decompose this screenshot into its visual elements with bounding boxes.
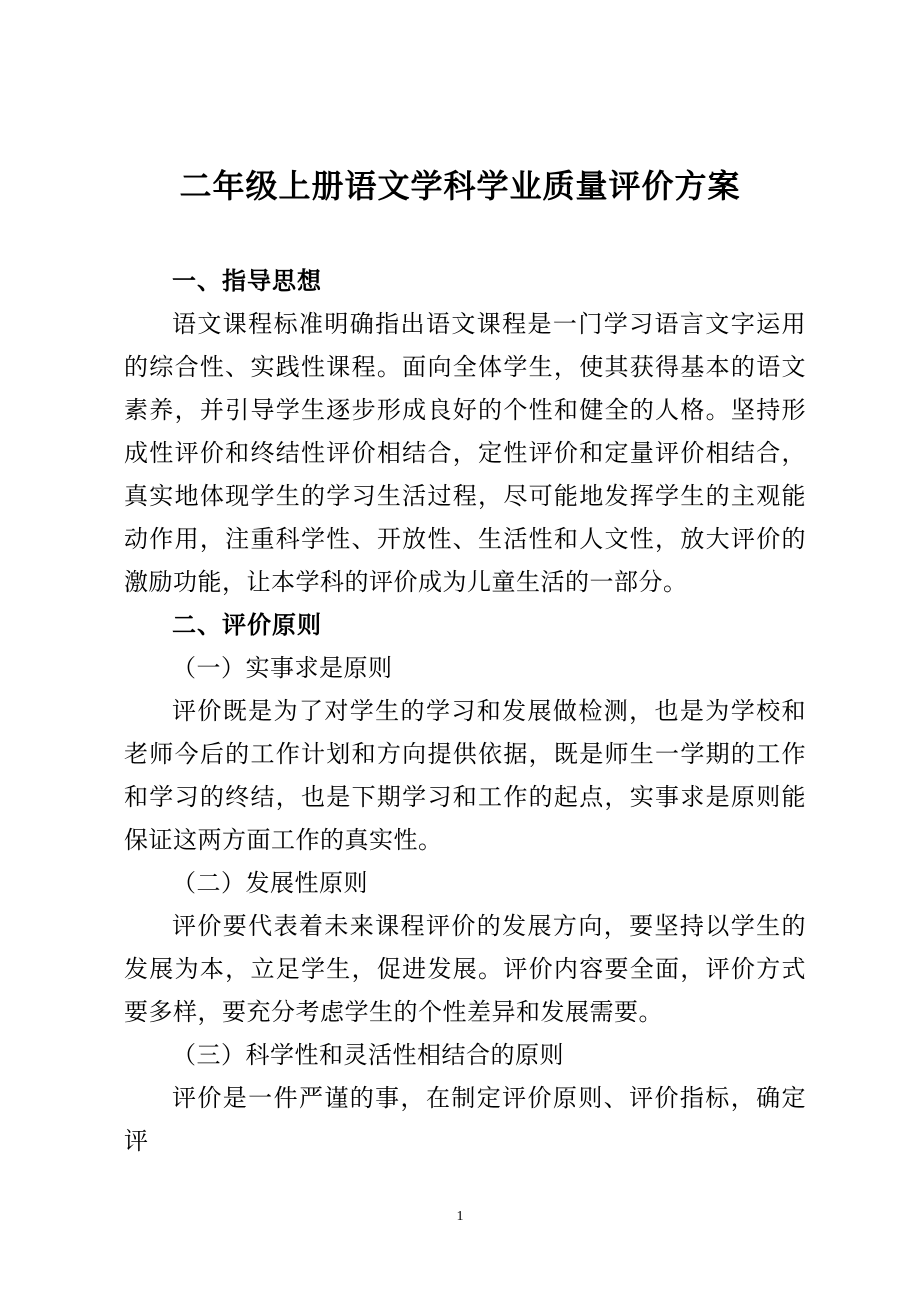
document-title: 二年级上册语文学科学业质量评价方案: [179, 167, 741, 205]
paragraph-development: 评价要代表着未来课程评价的发展方向，要坚持以学生的发展为本，立足学生，促进发展。评价内容要全面，评价方式要多样，要充分考虑学生的个性差异和发展需要。: [124, 912, 806, 1026]
section-heading-evaluation-principles: 二、评价原则: [172, 611, 322, 639]
subsection-heading-development: （二）发展性原则: [172, 869, 368, 897]
subsection-heading-scientific-flexible: （三）科学性和灵活性相结合的原则: [172, 1041, 564, 1069]
subsection-heading-seek-truth: （一）实事求是原则: [172, 654, 393, 682]
document-body: [124, 260, 806, 1163]
paragraph-seek-truth: 评价既是为了对学生的学习和发展做检测，也是为学校和老师今后的工作计划和方向提供依据，既是师生一学期的工作和学习的终结，也是下期学习和工作的起点，实事求是原则能保证这两方面工作的真实性。: [124, 697, 806, 854]
paragraph-guiding-ideology: 语文课程标准明确指出语文课程是一门学习语言文字运用的综合性、实践性课程。面向全体学生，使其获得基本的语文素养，并引导学生逐步形成良好的个性和健全的人格。坚持形成性评价和终结性评价相结合，定性评价和定量评价相结合，真实地体现学生的学习生活过程，尽可能地发挥学生的主观能动作用，注重科学性、开放性、生活性和人文性，放大评价的激励功能，让本学科的评价成为儿童生活的一部分。: [124, 310, 806, 596]
paragraph-scientific-flexible: 评价是一件严谨的事，在制定评价原则、评价指标，确定评: [124, 1084, 806, 1155]
section-heading-guiding-ideology: 一、指导思想: [172, 267, 322, 295]
page-number: 1: [456, 1209, 464, 1224]
